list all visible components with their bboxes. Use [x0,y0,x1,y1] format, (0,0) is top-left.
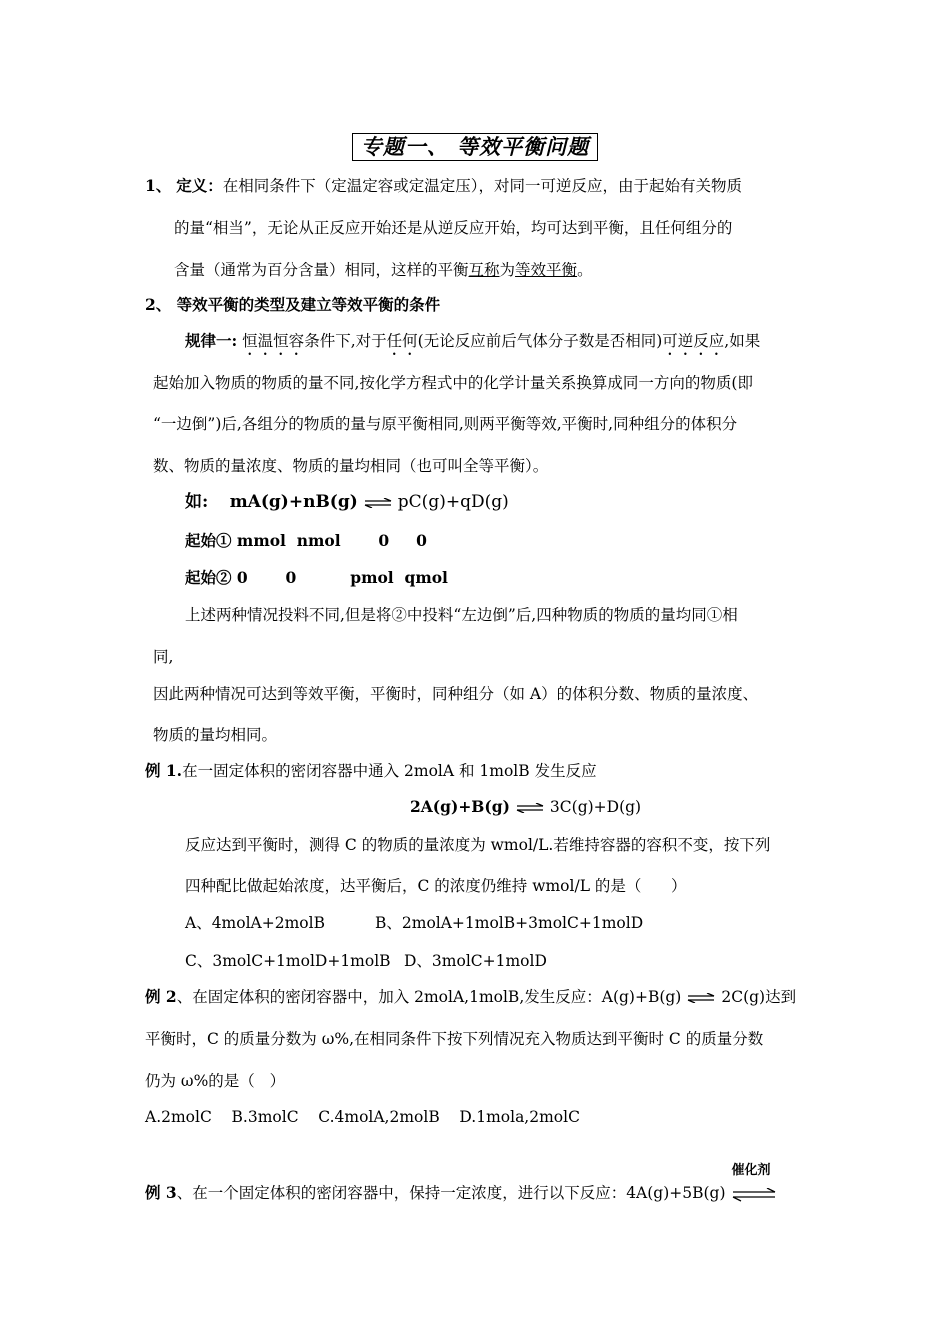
rule-1-text-d: (无论反应前后气体分子数是否相同) [417,332,663,350]
start-condition-2 [185,568,448,588]
example-1-option-a: A、4molA+2molB [185,914,325,932]
example-label: 如: [185,492,209,512]
rule-1-text-b: 条件下,对于 [304,332,387,350]
catalyst-arrow [731,1163,776,1201]
term-mutual: 互称 [468,261,500,279]
start-2-values: 0 0 pmol qmol [236,568,448,587]
example-1-equation [410,797,641,817]
example-2-line-3: 仍为 ω%的是（ ） [145,1072,286,1090]
rule-1-line-4: 数、物质的量浓度、物质的量均相同（也可叫全等平衡）。 [153,457,549,475]
definition-text-3a: 含量（通常为百分含量）相同，这样的平衡 [174,261,469,279]
rule-1-line-1 [185,331,760,359]
explanation-line-2: 同, [153,648,174,666]
example-3-text: 、在一个固定体积的密闭容器中，保持一定浓度，进行以下反应：4A(g)+5B(g) [176,1184,726,1202]
definition-line-2: 的量“相当”，无论从正反应开始还是从逆反应开始，均可达到平衡，且任何组分的 [174,219,733,237]
explanation-line-4: 物质的量均相同。 [153,726,278,744]
section-2-heading: 2、 等效平衡的类型及建立等效平衡的条件 [145,295,441,314]
equilibrium-arrow-icon [364,498,392,508]
definition-text-3c: 。 [577,261,593,279]
rule-1-condition: 恒温恒容 [242,332,305,350]
section-1-number: 1、 [145,176,172,195]
example-2-line-1 [145,987,796,1007]
start-1-label: 起始① [185,531,232,550]
example-1-products: 3C(g)+D(g) [549,798,642,816]
definition-label: 定义： [176,176,223,195]
rule-1-label: 规律一: [185,331,238,350]
example-reaction [185,492,509,512]
rule-1-any: 任何 [386,332,418,350]
start-condition-1 [185,531,427,551]
start-1-values: mmol nmol 0 0 [236,531,427,550]
reaction-reactants: mA(g)+nB(g) [229,492,358,512]
rule-1-text-f: ,如果 [724,332,761,350]
example-2-text-1a: 、在固定体积的密闭容器中，加入 2molA,1molB,发生反应：A(g)+B(g) [176,988,682,1006]
example-3-label: 例 3 [145,1183,177,1202]
example-1-intro [145,761,597,781]
example-1-option-c: C、3molC+1molD+1molB [185,952,391,970]
rule-1-line-2: 起始加入物质的物质的量不同,按化学方程式中的化学计量关系换算成同一方向的物质(即 [153,374,753,392]
term-equivalent-equilibrium: 等效平衡 [515,261,578,279]
example-1-reactants: 2A(g)+B(g) [410,797,510,816]
rule-1-reversible: 可逆反应 [662,332,725,350]
catalyst-label: 催化剂 [731,1163,771,1178]
example-2-options: A.2molC B.3molC C.4molA,2molB D.1mola,2molC [145,1108,580,1126]
definition-line-1 [145,176,742,196]
example-1-intro-text: 在一固定体积的密闭容器中通入 2molA 和 1molB 发生反应 [182,762,597,780]
definition-text-1: 在相同条件下（定温定容或定温定压），对同一可逆反应，由于起始有关物质 [222,177,743,195]
rule-1-line-3: “一边倒”)后,各组分的物质的量与原平衡相同,则两平衡等效,平衡时,同种组分的体积分 [153,415,738,433]
example-1-question-1: 反应达到平衡时，测得 C 的物质的量浓度为 wmol/L.若维持容器的容积不变，按下列 [185,836,771,854]
example-1-option-d: D、3molC+1molD [404,952,547,970]
example-2-line-2: 平衡时，C 的质量分数为 ω%,在相同条件下按下列情况充入物质达到平衡时 C 的质量分数 [145,1030,764,1048]
example-1-label: 例 1. [145,761,183,780]
definition-text-3b: 为 [499,261,516,279]
explanation-line-3: 因此两种情况可达到等效平衡，平衡时，同种组分（如 A）的体积分数、物质的量浓度、 [153,685,759,703]
start-2-label: 起始② [185,568,232,587]
reaction-products: pC(g)+qD(g) [397,492,509,512]
example-1-option-b: B、2molA+1molB+3molC+1molD [375,914,644,932]
page-title: 专题一、 等效平衡问题 [352,133,598,161]
example-2-label: 例 2 [145,987,177,1006]
example-3-line-1 [145,1163,776,1203]
example-1-question-2: 四种配比做起始浓度，达平衡后，C 的浓度仍维持 wmol/L 的是（ ） [185,877,687,895]
equilibrium-arrow-icon [516,803,544,813]
definition-line-3 [174,260,593,280]
equilibrium-arrow-icon [732,1188,776,1202]
equilibrium-arrow-icon [687,993,715,1003]
explanation-line-1: 上述两种情况投料不同,但是将②中投料“左边倒”后,四种物质的物质的量均同①相 [185,606,738,624]
example-2-text-1b: 2C(g)达到 [721,988,797,1006]
